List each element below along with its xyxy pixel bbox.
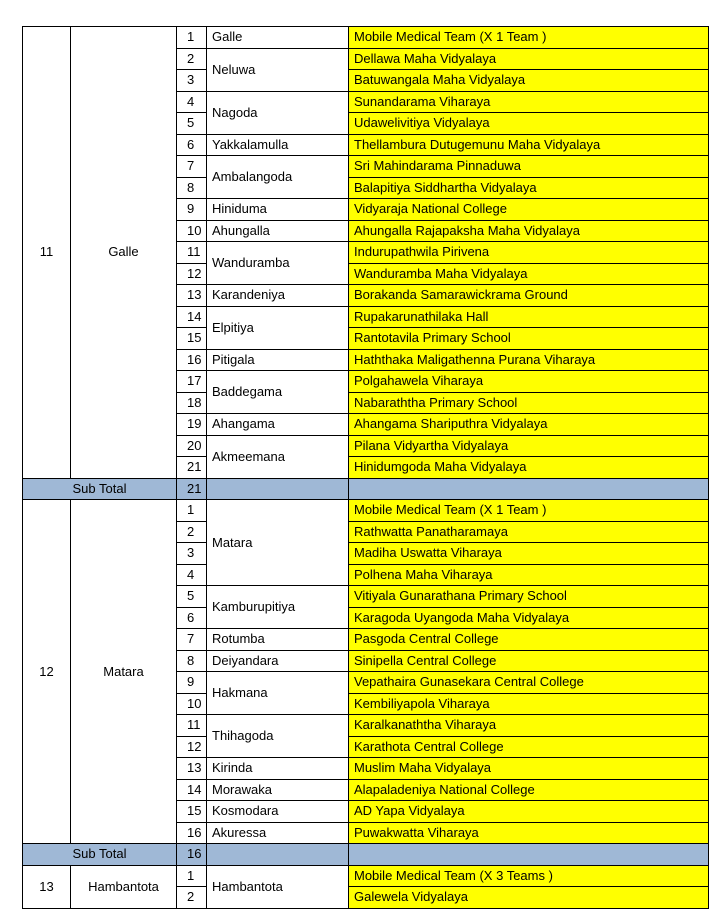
site-name: Pilana Vidyartha Vidyalaya — [349, 435, 709, 457]
site-name: Polgahawela Viharaya — [349, 371, 709, 393]
site-name: Nabaraththa Primary School — [349, 392, 709, 414]
district-number: 12 — [23, 500, 71, 844]
table-body — [23, 27, 709, 909]
site-name: Haththaka Maligathenna Purana Viharaya — [349, 349, 709, 371]
row-index: 15 — [177, 328, 207, 350]
site-name: AD Yapa Vidyalaya — [349, 801, 709, 823]
row-index: 13 — [177, 758, 207, 780]
site-name: Polhena Maha Viharaya — [349, 564, 709, 586]
site-name: Ahangama Shariputhra Vidyalaya — [349, 414, 709, 436]
relief-sites-table-wrapper — [22, 26, 709, 909]
site-name: Karalkanaththa Viharaya — [349, 715, 709, 737]
location-name: Hakmana — [207, 672, 349, 715]
site-name: Pasgoda Central College — [349, 629, 709, 651]
row-index: 1 — [177, 500, 207, 522]
site-name: Vepathaira Gunasekara Central College — [349, 672, 709, 694]
subtotal-value: 21 — [177, 478, 207, 500]
subtotal-empty-cell — [207, 844, 349, 866]
row-index: 16 — [177, 822, 207, 844]
location-name: Kirinda — [207, 758, 349, 780]
row-index: 3 — [177, 543, 207, 565]
row-index: 1 — [177, 27, 207, 49]
subtotal-value: 16 — [177, 844, 207, 866]
subtotal-empty-cell — [349, 844, 709, 866]
row-index: 5 — [177, 586, 207, 608]
location-name: Kamburupitiya — [207, 586, 349, 629]
site-name: Rantotavila Primary School — [349, 328, 709, 350]
site-name: Sri Mahindarama Pinnaduwa — [349, 156, 709, 178]
row-index: 7 — [177, 156, 207, 178]
row-index: 2 — [177, 887, 207, 909]
relief-sites-table — [22, 26, 709, 909]
location-name: Ambalangoda — [207, 156, 349, 199]
site-name: Hinidumgoda Maha Vidyalaya — [349, 457, 709, 479]
location-name: Hiniduma — [207, 199, 349, 221]
row-index: 13 — [177, 285, 207, 307]
table-row — [23, 27, 709, 49]
location-name: Akuressa — [207, 822, 349, 844]
site-name: Mobile Medical Team (X 1 Team ) — [349, 27, 709, 49]
district-name: Matara — [71, 500, 177, 844]
location-name: Rotumba — [207, 629, 349, 651]
site-name: Kembiliyapola Viharaya — [349, 693, 709, 715]
site-name: Udawelivitiya Vidyalaya — [349, 113, 709, 135]
location-name: Wanduramba — [207, 242, 349, 285]
site-name: Alapaladeniya National College — [349, 779, 709, 801]
site-name: Dellawa Maha Vidyalaya — [349, 48, 709, 70]
row-index: 12 — [177, 736, 207, 758]
row-index: 6 — [177, 607, 207, 629]
site-name: Thellambura Dutugemunu Maha Vidyalaya — [349, 134, 709, 156]
site-name: Karathota Central College — [349, 736, 709, 758]
subtotal-empty-cell — [207, 478, 349, 500]
site-name: Ahungalla Rajapaksha Maha Vidyalaya — [349, 220, 709, 242]
location-name: Deiyandara — [207, 650, 349, 672]
row-index: 8 — [177, 177, 207, 199]
subtotal-label: Sub Total — [23, 478, 177, 500]
site-name: Vidyaraja National College — [349, 199, 709, 221]
site-name: Vitiyala Gunarathana Primary School — [349, 586, 709, 608]
row-index: 15 — [177, 801, 207, 823]
row-index: 10 — [177, 693, 207, 715]
row-index: 19 — [177, 414, 207, 436]
row-index: 9 — [177, 672, 207, 694]
row-index: 9 — [177, 199, 207, 221]
site-name: Galewela Vidyalaya — [349, 887, 709, 909]
row-index: 21 — [177, 457, 207, 479]
row-index: 8 — [177, 650, 207, 672]
district-name: Galle — [71, 27, 177, 479]
site-name: Mobile Medical Team (X 1 Team ) — [349, 500, 709, 522]
district-name: Hambantota — [71, 865, 177, 908]
table-row — [23, 500, 709, 522]
row-index: 16 — [177, 349, 207, 371]
site-name: Indurupathwila Pirivena — [349, 242, 709, 264]
site-name: Madiha Uswatta Viharaya — [349, 543, 709, 565]
site-name: Muslim Maha Vidyalaya — [349, 758, 709, 780]
row-index: 11 — [177, 242, 207, 264]
location-name: Hambantota — [207, 865, 349, 908]
site-name: Wanduramba Maha Vidyalaya — [349, 263, 709, 285]
row-index: 5 — [177, 113, 207, 135]
location-name: Karandeniya — [207, 285, 349, 307]
subtotal-row — [23, 478, 709, 500]
row-index: 2 — [177, 521, 207, 543]
site-name: Mobile Medical Team (X 3 Teams ) — [349, 865, 709, 887]
site-name: Sinipella Central College — [349, 650, 709, 672]
row-index: 14 — [177, 779, 207, 801]
row-index: 4 — [177, 564, 207, 586]
row-index: 6 — [177, 134, 207, 156]
location-name: Thihagoda — [207, 715, 349, 758]
site-name: Batuwangala Maha Vidyalaya — [349, 70, 709, 92]
row-index: 17 — [177, 371, 207, 393]
row-index: 1 — [177, 865, 207, 887]
table-row — [23, 865, 709, 887]
row-index: 11 — [177, 715, 207, 737]
row-index: 4 — [177, 91, 207, 113]
location-name: Pitigala — [207, 349, 349, 371]
location-name: Nagoda — [207, 91, 349, 134]
subtotal-empty-cell — [349, 478, 709, 500]
location-name: Elpitiya — [207, 306, 349, 349]
location-name: Akmeemana — [207, 435, 349, 478]
row-index: 10 — [177, 220, 207, 242]
location-name: Galle — [207, 27, 349, 49]
location-name: Yakkalamulla — [207, 134, 349, 156]
location-name: Ahangama — [207, 414, 349, 436]
district-number: 13 — [23, 865, 71, 908]
site-name: Balapitiya Siddhartha Vidyalaya — [349, 177, 709, 199]
site-name: Karagoda Uyangoda Maha Vidyalaya — [349, 607, 709, 629]
row-index: 20 — [177, 435, 207, 457]
location-name: Kosmodara — [207, 801, 349, 823]
location-name: Neluwa — [207, 48, 349, 91]
row-index: 3 — [177, 70, 207, 92]
site-name: Rupakarunathilaka Hall — [349, 306, 709, 328]
district-number: 11 — [23, 27, 71, 479]
row-index: 7 — [177, 629, 207, 651]
row-index: 14 — [177, 306, 207, 328]
subtotal-row — [23, 844, 709, 866]
site-name: Rathwatta Panatharamaya — [349, 521, 709, 543]
row-index: 18 — [177, 392, 207, 414]
location-name: Ahungalla — [207, 220, 349, 242]
location-name: Baddegama — [207, 371, 349, 414]
row-index: 2 — [177, 48, 207, 70]
location-name: Morawaka — [207, 779, 349, 801]
site-name: Sunandarama Viharaya — [349, 91, 709, 113]
subtotal-label: Sub Total — [23, 844, 177, 866]
row-index: 12 — [177, 263, 207, 285]
site-name: Borakanda Samarawickrama Ground — [349, 285, 709, 307]
location-name: Matara — [207, 500, 349, 586]
site-name: Puwakwatta Viharaya — [349, 822, 709, 844]
